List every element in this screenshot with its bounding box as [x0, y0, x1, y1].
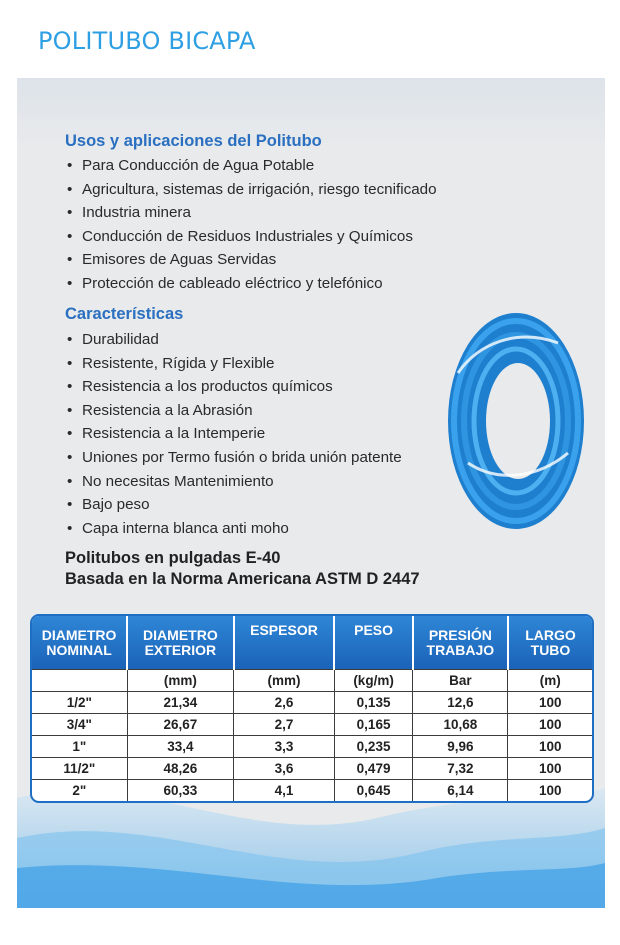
- table-cell: 100: [508, 714, 592, 736]
- table-header-row: [32, 616, 592, 670]
- product-card: [17, 78, 605, 908]
- table-cell: 6,14: [413, 780, 508, 802]
- list-item: • Para Conducción de Agua Potable: [67, 157, 315, 174]
- list-item: • Resistencia a la Abrasión: [67, 401, 253, 419]
- column-header: PRESIÓN TRABAJO: [413, 616, 508, 670]
- list-item: • Protección de cableado eléctrico y telefónico: [67, 274, 383, 292]
- table-cell: 1/2": [32, 692, 127, 714]
- table-row: [32, 780, 592, 802]
- table-cell: (mm): [234, 670, 335, 692]
- usos-title: Usos y aplicaciones del Politubo: [65, 132, 322, 150]
- list-item: • No necesitas Mantenimiento: [67, 472, 274, 490]
- list-item: • Durabilidad: [67, 331, 159, 348]
- caracteristicas-list: [65, 328, 402, 540]
- table-cell: 10,68: [413, 714, 508, 736]
- table-cell: Bar: [413, 670, 508, 692]
- column-header: PESO: [334, 616, 412, 670]
- table-cell: 4,1: [234, 780, 335, 802]
- table-cell: 33,4: [127, 736, 233, 758]
- table-cell: (kg/m): [334, 670, 412, 692]
- table-cell: 2": [32, 780, 127, 802]
- table-cell: 3,6: [234, 758, 335, 780]
- list-item: • Industria minera: [67, 204, 191, 222]
- column-header: DIAMETRO EXTERIOR: [127, 616, 233, 670]
- table-row: [32, 758, 592, 780]
- table-cell: 1": [32, 736, 127, 758]
- table-cell: 48,26: [127, 758, 233, 780]
- usos-list: [65, 154, 437, 296]
- table-cell: 11/2": [32, 758, 127, 780]
- list-item: • Bajo peso: [67, 496, 150, 514]
- list-item: • Resistente, Rígida y Flexible: [67, 354, 275, 372]
- table-cell: 0,135: [334, 692, 412, 714]
- table-cell: (m): [508, 670, 592, 692]
- list-item: • Capa interna blanca anti moho: [67, 519, 289, 537]
- table-row: [32, 714, 592, 736]
- table-cell: 100: [508, 780, 592, 802]
- list-item: • Uniones por Termo fusión o brida unión patente: [67, 448, 402, 466]
- table-cell: [32, 670, 127, 692]
- table-row: [32, 692, 592, 714]
- table-cell: 21,34: [127, 692, 233, 714]
- norma-heading: Basada en la Norma Americana ASTM D 2447: [65, 570, 420, 588]
- table-cell: (mm): [127, 670, 233, 692]
- table-cell: 0,165: [334, 714, 412, 736]
- table-cell: 100: [508, 758, 592, 780]
- table-cell: 3,3: [234, 736, 335, 758]
- table-row: [32, 736, 592, 758]
- table-cell: 2,7: [234, 714, 335, 736]
- pipe-coil-image: [438, 303, 588, 538]
- page-title: POLITUBO BICAPA: [38, 27, 256, 55]
- column-header: ESPESOR: [234, 616, 335, 670]
- table-cell: 9,96: [413, 736, 508, 758]
- column-header: LARGO TUBO: [508, 616, 592, 670]
- column-header: DIAMETRO NOMINAL: [32, 616, 127, 670]
- caracteristicas-title: Características: [65, 305, 184, 323]
- list-item: • Agricultura, sistemas de irrigación, riesgo tecnificado: [67, 180, 437, 198]
- table-cell: 100: [508, 736, 592, 758]
- list-item: • Conducción de Residuos Industriales y Químicos: [67, 227, 413, 245]
- list-item: • Resistencia a la Intemperie: [67, 425, 266, 443]
- table-cell: 0,479: [334, 758, 412, 780]
- units-row: [32, 670, 592, 692]
- table-cell: 60,33: [127, 780, 233, 802]
- list-item: • Resistencia a los productos químicos: [67, 378, 333, 396]
- table-cell: 100: [508, 692, 592, 714]
- table-cell: 0,645: [334, 780, 412, 802]
- table-cell: 12,6: [413, 692, 508, 714]
- specs-table: [30, 614, 594, 803]
- table-cell: 26,67: [127, 714, 233, 736]
- table-cell: 0,235: [334, 736, 412, 758]
- list-item: • Emisores de Aguas Servidas: [67, 251, 277, 269]
- politubos-heading: Politubos en pulgadas E-40: [65, 549, 281, 567]
- table-cell: 2,6: [234, 692, 335, 714]
- table-cell: 7,32: [413, 758, 508, 780]
- table-cell: 3/4": [32, 714, 127, 736]
